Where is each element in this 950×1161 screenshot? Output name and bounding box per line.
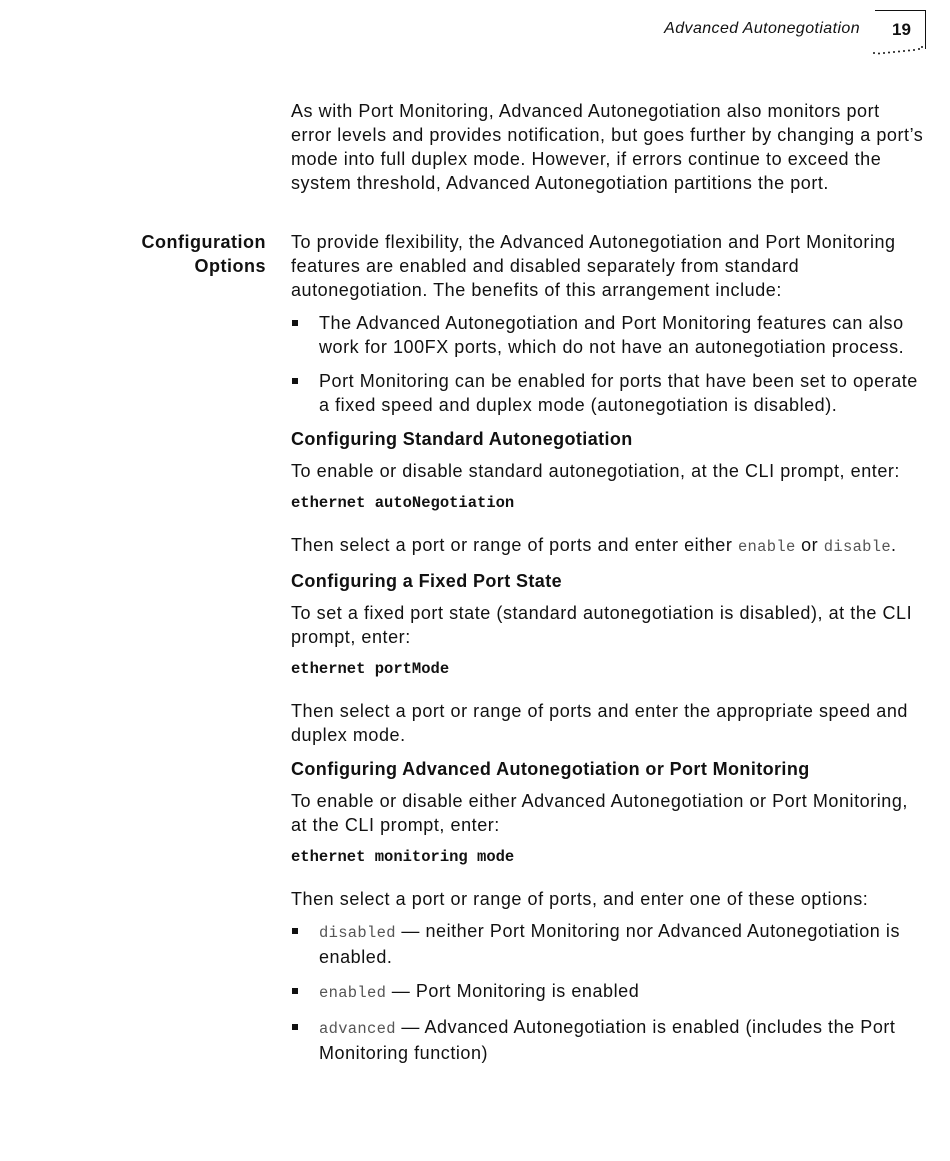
list-item: disabled — neither Port Monitoring nor Advanced Autonegotiation is enabled. [291, 919, 925, 969]
option-keyword: enabled [319, 984, 387, 1002]
page-number: 19 [892, 20, 911, 39]
bullet-icon [292, 928, 298, 934]
intro-text: As with Port Monitoring, Advanced Autonegotiation also monitors port error levels and provides notification, but goes further by changing a port’s mode into full duplex mode. However, if errors continue to exceed the system threshold, Advanced Autonegotiation partitions the port. [291, 101, 924, 193]
benefits-list [291, 311, 925, 417]
option-keyword: disabled [319, 924, 396, 942]
list-item: enabled — Port Monitoring is enabled [291, 979, 925, 1005]
keyword-disable: disable [823, 538, 891, 556]
command-portmode: ethernet portMode [291, 660, 450, 678]
config-paragraph: To provide flexibility, the Advanced Autonegotiation and Port Monitoring features are enabled and disabled separately from standard autonegotiation. The benefits of this arrangement include: [291, 232, 896, 300]
running-head-title: Advanced Autonegotiation [664, 20, 860, 37]
heading-standard-autonegotiation: Configuring Standard Autonegotiation [291, 429, 633, 449]
configuration-options-section [291, 230, 925, 1065]
bullet-icon [292, 988, 298, 994]
list-item: Port Monitoring can be enabled for ports that have been set to operate a fixed speed and duplex mode (autonegotiation is disabled). [291, 369, 925, 417]
bullet-icon [292, 1024, 298, 1030]
list-item: advanced — Advanced Autonegotiation is enabled (includes the Port Monitoring function) [291, 1015, 925, 1065]
heading-fixed-port-state: Configuring a Fixed Port State [291, 571, 563, 591]
bullet-icon [292, 320, 298, 326]
list-item: The Advanced Autonegotiation and Port Monitoring features can also work for 100FX ports, which do not have an autonegotiation process. [291, 311, 925, 359]
keyword-enable: enable [737, 538, 796, 556]
bullet-icon [292, 378, 298, 384]
fixed-after-text: Then select a port or range of ports and enter the appropriate speed and duplex mode. [291, 701, 908, 745]
side-heading-configuration-options: Configuration Options [141, 232, 266, 276]
decorative-dots-icon [872, 44, 924, 56]
advanced-text: To enable or disable either Advanced Autonegotiation or Port Monitoring, at the CLI prompt, enter: [291, 791, 908, 835]
command-monitoring-mode: ethernet monitoring mode [291, 848, 515, 866]
standard-text: To enable or disable standard autonegotiation, at the CLI prompt, enter: [291, 461, 900, 481]
fixed-text: To set a fixed port state (standard autonegotiation is disabled), at the CLI prompt, enter: [291, 603, 913, 647]
standard-after-text: Then select a port or range of ports and enter either enable or disable. [291, 535, 897, 556]
option-keyword: advanced [319, 1020, 396, 1038]
heading-advanced-autonegotiation: Configuring Advanced Autonegotiation or Port Monitoring [291, 759, 810, 779]
intro-paragraph [291, 99, 925, 195]
command-autonegotiation: ethernet autoNegotiation [291, 494, 515, 512]
advanced-after-text: Then select a port or range of ports, and enter one of these options: [291, 889, 869, 909]
options-list [291, 919, 925, 1065]
